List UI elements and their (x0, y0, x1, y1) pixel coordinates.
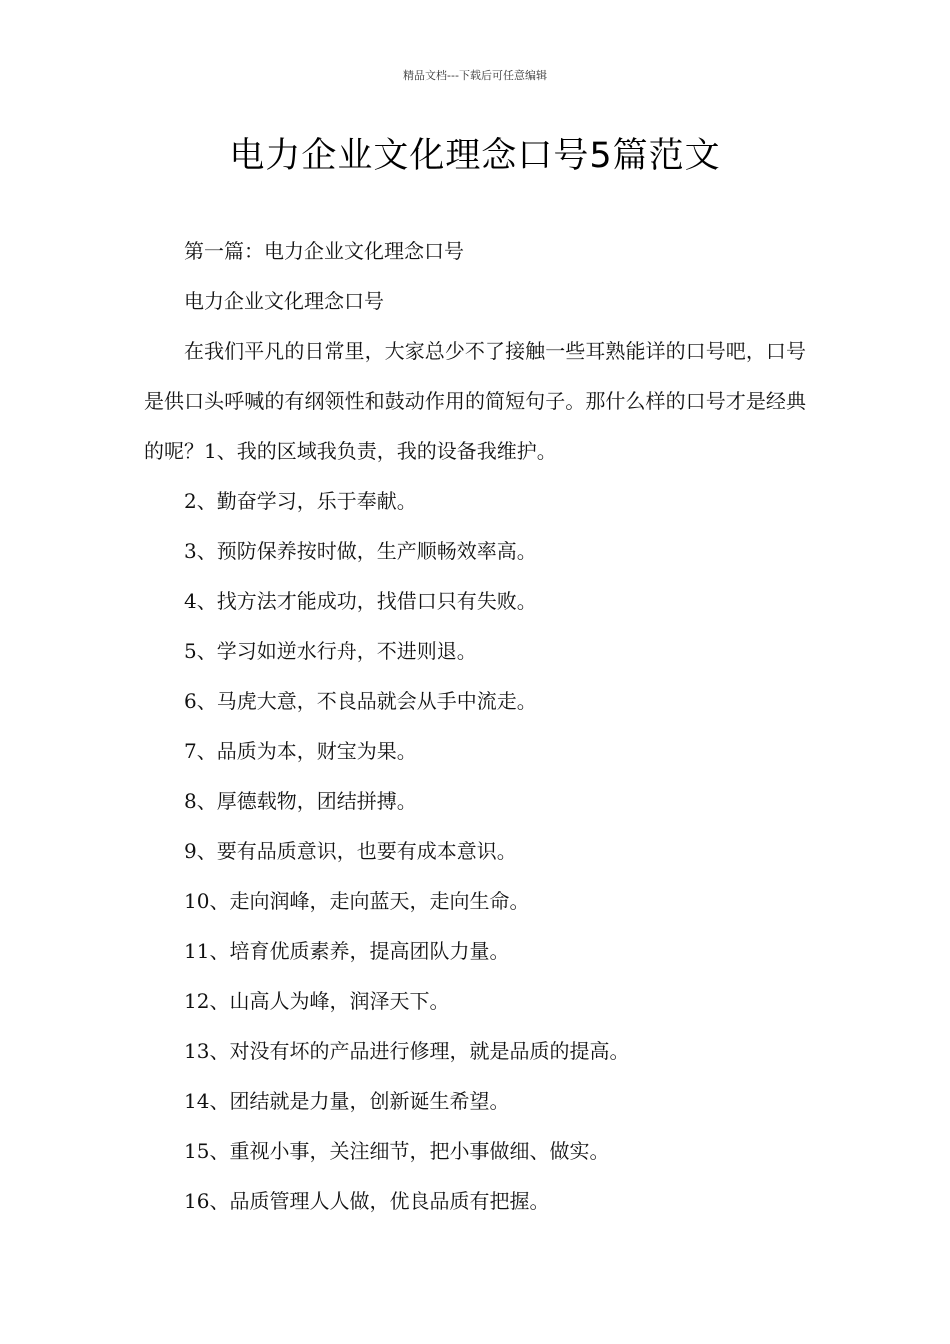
list-item: 4、找方法才能成功，找借口只有失败。 (184, 589, 537, 613)
list-item: 14、团结就是力量，创新诞生希望。 (184, 1089, 510, 1113)
list-item: 16、品质管理人人做，优良品质有把握。 (184, 1189, 550, 1213)
list-item: 11、培育优质素养，提高团队力量。 (184, 939, 510, 963)
list-item: 13、对没有坏的产品进行修理，就是品质的提高。 (184, 1039, 630, 1063)
subheading: 电力企业文化理念口号 (184, 289, 384, 313)
intro-paragraph: 在我们平凡的日常里，大家总少不了接触一些耳熟能详的口号吧，口号是供口头呼喊的有纲领性和鼓动作用的简短句子。那什么样的口号才是经典的呢？1、我的区域我负责，我的设备我维护。 (144, 339, 806, 463)
document-title: 电力企业文化理念口号5篇范文 (229, 136, 721, 176)
list-item: 3、预防保养按时做，生产顺畅效率高。 (184, 539, 537, 563)
section-heading: 第一篇：电力企业文化理念口号 (184, 239, 464, 263)
list-item: 10、走向润峰，走向蓝天，走向生命。 (184, 889, 530, 913)
list-item: 9、要有品质意识，也要有成本意识。 (184, 839, 517, 863)
document-body (144, 226, 806, 1226)
header-note: 精品文档---下载后可任意编辑 (403, 69, 547, 82)
list-item: 15、重视小事，关注细节，把小事做细、做实。 (184, 1139, 610, 1163)
list-item: 7、品质为本，财宝为果。 (184, 739, 417, 763)
list-item: 6、马虎大意，不良品就会从手中流走。 (184, 689, 537, 713)
list-item: 2、勤奋学习，乐于奉献。 (184, 489, 417, 513)
list-item: 8、厚德载物，团结拼搏。 (184, 789, 417, 813)
list-item: 5、学习如逆水行舟，不进则退。 (184, 639, 477, 663)
list-item: 12、山高人为峰，润泽天下。 (184, 989, 450, 1013)
